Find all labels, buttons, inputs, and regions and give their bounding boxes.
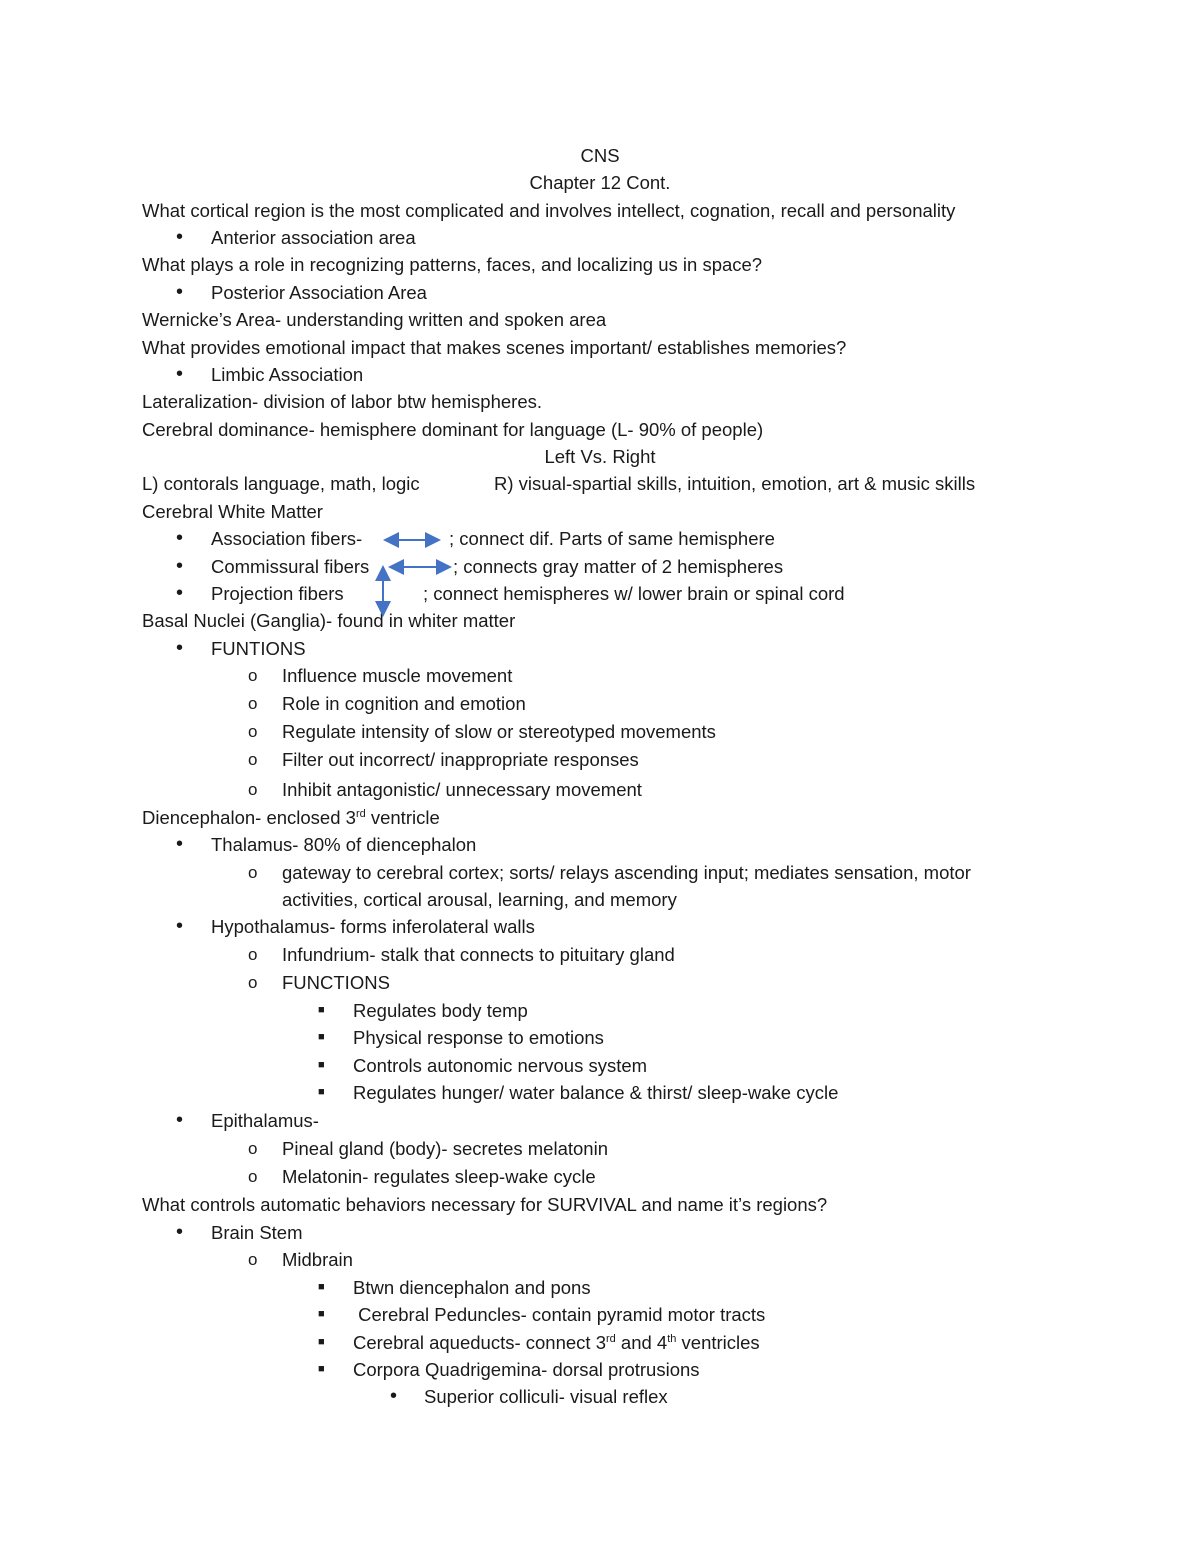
melatonin-item: Melatonin- regulates sleep-wake cycle bbox=[282, 1166, 596, 1187]
diencephalon-heading bbox=[142, 804, 440, 831]
circle-bullet-icon: o bbox=[248, 1167, 258, 1186]
question-2: What plays a role in recognizing patterns, faces, and localizing us in space? bbox=[142, 254, 763, 275]
list-item: Filter out incorrect/ inappropriate responses bbox=[282, 749, 639, 770]
bullet-icon: • bbox=[176, 1221, 184, 1243]
question-3: What provides emotional impact that makes scenes important/ establishes memories? bbox=[142, 337, 847, 358]
square-bullet-icon: ■ bbox=[318, 1031, 325, 1043]
bullet-icon: • bbox=[176, 555, 184, 577]
circle-bullet-icon: o bbox=[248, 973, 258, 992]
list-item: Controls autonomic nervous system bbox=[353, 1055, 648, 1076]
aqueduct-text: and 4 bbox=[615, 1332, 668, 1353]
list-item: Regulates hunger/ water balance & thirst/ sleep-wake cycle bbox=[353, 1082, 839, 1103]
infundrium-item: Infundrium- stalk that connects to pituitary gland bbox=[282, 944, 675, 965]
list-item: Influence muscle movement bbox=[282, 665, 513, 686]
left-skills: L) contorals language, math, logic bbox=[142, 473, 420, 494]
midbrain-item: Midbrain bbox=[282, 1249, 353, 1270]
list-item: Cerebral Peduncles- contain pyramid motor tracts bbox=[353, 1304, 766, 1325]
square-bullet-icon: ■ bbox=[318, 1059, 325, 1071]
wernicke-line: Wernicke’s Area- understanding written and spoken area bbox=[142, 309, 607, 330]
diencephalon-text: ventricle bbox=[365, 807, 440, 828]
list-item: Regulate intensity of slow or stereotyped movements bbox=[282, 721, 716, 742]
list-item: Physical response to emotions bbox=[353, 1027, 604, 1048]
question-4: What controls automatic behaviors necessary for SURVIVAL and name it’s regions? bbox=[142, 1194, 828, 1215]
fiber-name: Projection fibers bbox=[211, 583, 344, 604]
epithalamus-item: Epithalamus- bbox=[211, 1110, 319, 1131]
bullet-icon: • bbox=[176, 226, 184, 248]
list-item: Role in cognition and emotion bbox=[282, 693, 526, 714]
square-bullet-icon: ■ bbox=[318, 1363, 325, 1375]
ordinal-suffix: rd bbox=[355, 808, 366, 820]
pineal-item: Pineal gland (body)- secretes melatonin bbox=[282, 1138, 608, 1159]
list-item: Btwn diencephalon and pons bbox=[353, 1277, 591, 1298]
funtions-label: FUNTIONS bbox=[211, 638, 306, 659]
thalamus-desc: gateway to cerebral cortex; sorts/ relays ascending input; mediates sensation, motor bbox=[282, 862, 971, 883]
answer-1: Anterior association area bbox=[211, 227, 416, 248]
fiber-name: Association fibers- bbox=[211, 528, 363, 549]
bullet-icon: • bbox=[176, 582, 184, 604]
bullet-icon: • bbox=[176, 527, 184, 549]
circle-bullet-icon: o bbox=[248, 1250, 258, 1269]
square-bullet-icon: ■ bbox=[318, 1308, 325, 1320]
answer-2: Posterior Association Area bbox=[211, 282, 427, 303]
ordinal-suffix: rd bbox=[605, 1333, 616, 1345]
lateralization-line: Lateralization- division of labor btw hemispheres. bbox=[142, 391, 543, 412]
thalamus-desc-continued: activities, cortical arousal, learning, and memory bbox=[282, 889, 677, 910]
doc-title: CNS bbox=[580, 145, 620, 166]
circle-bullet-icon: o bbox=[248, 722, 258, 741]
fiber-name: Commissural fibers bbox=[211, 556, 370, 577]
white-matter-heading: Cerebral White Matter bbox=[142, 501, 323, 522]
bullet-icon: • bbox=[176, 281, 184, 303]
square-bullet-icon: ■ bbox=[318, 1281, 325, 1293]
aqueduct-text: Cerebral aqueducts- connect 3 bbox=[353, 1332, 606, 1353]
circle-bullet-icon: o bbox=[248, 1139, 258, 1158]
right-skills: R) visual-spartial skills, intuition, emotion, art & music skills bbox=[494, 473, 976, 494]
list-item: Regulates body temp bbox=[353, 1000, 528, 1021]
fiber-desc: ; connect hemispheres w/ lower brain or spinal cord bbox=[423, 583, 845, 604]
fiber-desc: ; connect dif. Parts of same hemisphere bbox=[449, 528, 775, 549]
circle-bullet-icon: o bbox=[248, 863, 258, 882]
fiber-desc: ; connects gray matter of 2 hemispheres bbox=[453, 556, 784, 577]
list-item: Inhibit antagonistic/ unnecessary movement bbox=[282, 779, 642, 800]
bullet-icon: • bbox=[390, 1385, 398, 1407]
circle-bullet-icon: o bbox=[248, 666, 258, 685]
circle-bullet-icon: o bbox=[248, 694, 258, 713]
ordinal-suffix: th bbox=[667, 1333, 677, 1345]
basal-nuclei-heading: Basal Nuclei (Ganglia)- found in whiter matter bbox=[142, 610, 516, 631]
square-bullet-icon: ■ bbox=[318, 1336, 325, 1348]
diencephalon-text: Diencephalon- enclosed 3 bbox=[142, 807, 356, 828]
circle-bullet-icon: o bbox=[248, 945, 258, 964]
question-1: What cortical region is the most complicated and involves intellect, cognation, recall and personality bbox=[142, 200, 956, 221]
list-item: Superior colliculi- visual reflex bbox=[424, 1386, 668, 1407]
bullet-icon: • bbox=[176, 637, 184, 659]
brainstem-item: Brain Stem bbox=[211, 1222, 303, 1243]
square-bullet-icon: ■ bbox=[318, 1086, 325, 1098]
bullet-icon: • bbox=[176, 915, 184, 937]
bullet-icon: • bbox=[176, 1109, 184, 1131]
answer-3: Limbic Association bbox=[211, 364, 364, 385]
bullet-icon: • bbox=[176, 833, 184, 855]
square-bullet-icon: ■ bbox=[318, 1004, 325, 1016]
aqueduct-text: ventricles bbox=[676, 1332, 760, 1353]
thalamus-item: Thalamus- 80% of diencephalon bbox=[211, 834, 477, 855]
doc-subtitle: Chapter 12 Cont. bbox=[529, 172, 671, 193]
bullet-icon: • bbox=[176, 363, 184, 385]
list-item bbox=[353, 1329, 760, 1356]
list-item: Corpora Quadrigemina- dorsal protrusions bbox=[353, 1359, 700, 1380]
functions-label: FUNCTIONS bbox=[282, 972, 390, 993]
circle-bullet-icon: o bbox=[248, 780, 258, 799]
hypothalamus-item: Hypothalamus- forms inferolateral walls bbox=[211, 916, 535, 937]
left-vs-right-heading: Left Vs. Right bbox=[544, 446, 656, 467]
circle-bullet-icon: o bbox=[248, 750, 258, 769]
dominance-line: Cerebral dominance- hemisphere dominant for language (L- 90% of people) bbox=[142, 419, 764, 440]
